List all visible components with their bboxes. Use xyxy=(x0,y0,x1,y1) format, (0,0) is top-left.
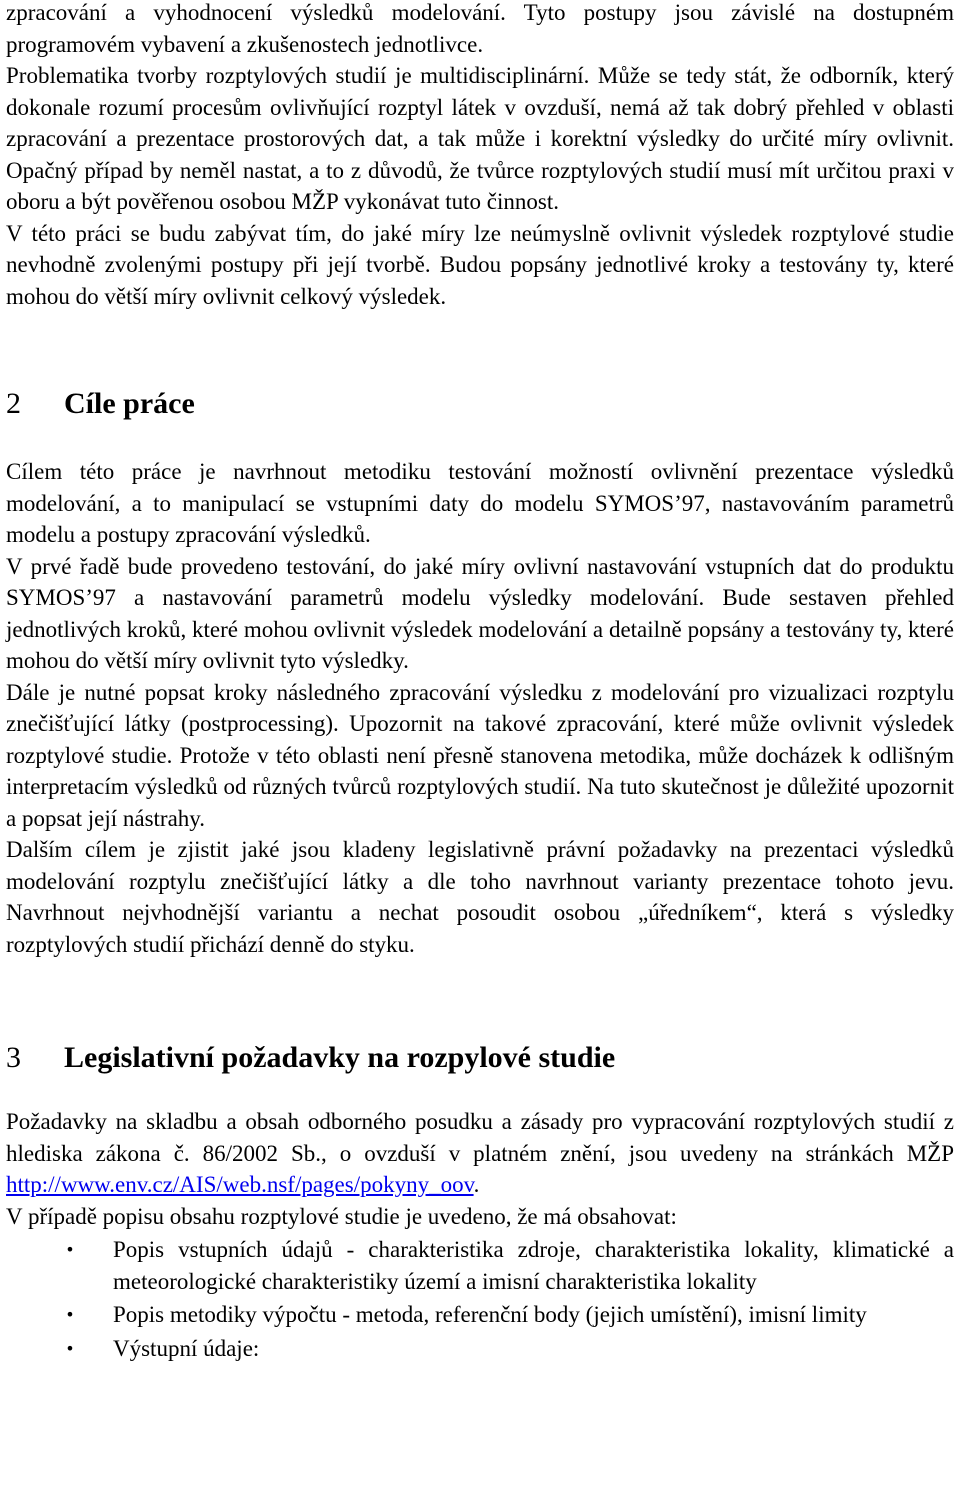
section-3-title: Legislativní požadavky na rozpylové studie xyxy=(64,1041,616,1074)
list-item-text: Popis vstupních údajů - charakteristika zdroje, charakteristika lokality, klimatické a meteorologické charakteristiky území a imisní charakteristika lokality xyxy=(113,1237,954,1294)
section-legislativni-pozadavky xyxy=(6,1040,954,1364)
intro-paragraph-3: V této práci se budu zabývat tím, do jaké míry lze neúmyslně ovlivnit výsledek rozptylové studie nevhodně zvolenými postupy při její tvorbě. Budou popsány jednotlivé kroky a testovány ty, které mohou do větší míry ovlivnit celkový výsledek. xyxy=(6,220,954,309)
list-item-text: Výstupní údaje: xyxy=(113,1335,260,1361)
section-2-number: 2 xyxy=(6,387,21,420)
requirements-list xyxy=(6,1234,954,1364)
section-2-title: Cíle práce xyxy=(64,387,195,420)
section-2-paragraph-3: Dále je nutné popsat kroky následného zpracování výsledku z modelování pro vizualizaci rozptylu znečišťující látky (postprocessing). Upozornit na takové zpracování, které může ovlivnit výsledek rozptylové studie. Protože v této oblasti není přesně stanovena metodika, může docházek k odlišným interpretacím výsledků od různých tvůrců rozptylových studií. Na tuto skutečnost je důležité upozornit a popsat její nástrahy. xyxy=(6,679,954,831)
section-3-number: 3 xyxy=(6,1041,21,1074)
intro-paragraph-2: Problematika tvorby rozptylových studií je multidisciplinární. Může se tedy stát, že odborník, který dokonale rozumí procesům ovlivňující rozptyl látek v ovzduší, nemá až tak dobrý přehled v oblasti zpracování a prezentace prostorových dat, a tak může i korektní výsledky do určité míry ovlivnit. Opačný případ by neměl nastat, a to z důvodů, že tvůrce rozptylových studií musí mít určitou praxi v oboru a být pověřenou osobou MŽP vykonávat tuto činnost. xyxy=(6,63,954,214)
section-3-paragraph-1-text: Požadavky na skladbu a obsah odborného posudku a zásady pro vypracování rozptylových studií z hlediska zákona č. 86/2002 Sb., o ovzduší v platném znění, jsou uvedeny na stránkách MŽP xyxy=(6,1109,954,1166)
section-3-paragraph-1 xyxy=(6,1106,954,1201)
bullet-icon: • xyxy=(65,1338,75,1358)
section-2-paragraph-4: Dalším cílem je zjistit jaké jsou kladeny legislativně právní požadavky na prezentaci výsledků modelování rozptylu znečišťující látky a dle toho navrhnout varianty prezentace tohoto jevu. Navrhnout nejvhodnější variantu a nechat posoudit osobou „úředníkem“, která s výsledky rozptylových studií přichází denně do styku. xyxy=(6,837,954,957)
list-item xyxy=(6,1333,954,1365)
section-2-paragraph-1: Cílem této práce je navrhnout metodiku testování možností ovlivnění prezentace výsledků modelování, a to manipulací se vstupními daty do modelu SYMOS’97, nastavováním parametrů modelu a postupy zpracování výsledků. xyxy=(6,459,954,547)
intro-paragraph-1: zpracování a vyhodnocení výsledků modelování. Tyto postupy jsou závislé na dostupném programovém vybavení a zkušenostech jednotlivce. xyxy=(6,0,954,57)
section-3-heading xyxy=(6,1040,954,1076)
bullet-icon: • xyxy=(65,1305,75,1324)
list-item xyxy=(6,1234,954,1297)
mzp-guidelines-link[interactable]: http://www.env.cz/AIS/web.nsf/pages/pokyny_oov xyxy=(6,1172,474,1197)
list-item-text: Popis metodiky výpočtu - metoda, referenční body (jejich umístění), imisní limity xyxy=(113,1302,867,1327)
intro-section xyxy=(6,0,954,312)
list-item xyxy=(6,1299,954,1331)
section-2-heading xyxy=(6,386,954,422)
section-3-paragraph-1-end: . xyxy=(473,1172,480,1197)
bullet-icon: • xyxy=(65,1240,75,1259)
section-2-paragraph-2: V prvé řadě bude provedeno testování, do jaké míry ovlivní nastavování vstupních dat do produktu SYMOS’97 a nastavování parametrů modelu výsledky modelování. Bude sestaven přehled jednotlivých kroků, které mohou ovlivnit výsledek modelování a detailně popsány a testovány ty, které mohou do větší míry ovlivnit tyto výsledky. xyxy=(6,553,954,673)
section-cile-prace xyxy=(6,386,954,960)
section-3-paragraph-2: V případě popisu obsahu rozptylové studie je uvedeno, že má obsahovat: xyxy=(6,1203,677,1229)
